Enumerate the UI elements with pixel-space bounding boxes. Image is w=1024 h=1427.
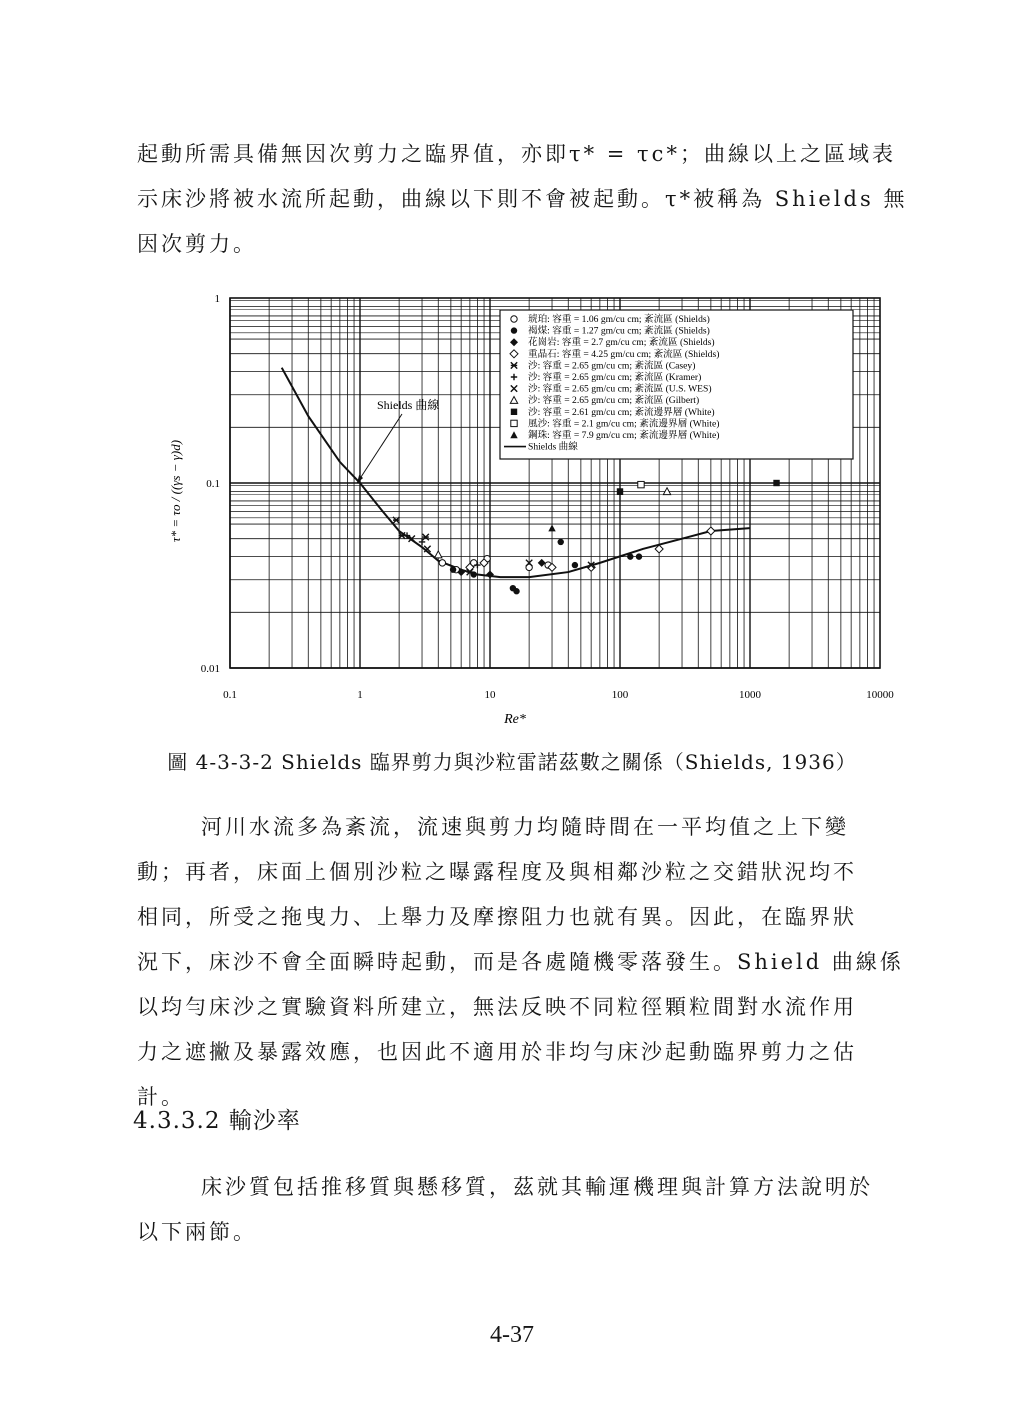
text-line: 示床沙將被水流所起動，曲線以下則不會被起動。τ*被稱為 Shields 無 <box>137 187 908 211</box>
legend-entry: 沙: 容重 = 2.65 gm/cu cm; 紊流區 (Kramer) <box>528 372 702 383</box>
body-paragraph <box>137 805 915 1120</box>
x-tick-label: 1 <box>357 689 363 701</box>
legend-marker <box>511 316 517 322</box>
curve-annotation: Shields 曲線 <box>377 398 440 412</box>
legend-marker <box>511 327 517 333</box>
y-tick-label: 0.01 <box>200 663 220 675</box>
legend-entry: 沙: 容重 = 2.61 gm/cu cm; 紊流邊界層 (White) <box>528 406 715 418</box>
legend-marker <box>511 409 517 415</box>
data-point <box>627 553 633 559</box>
text-line: 相同，所受之拖曳力、上舉力及摩擦阻力也就有異。因此，在臨界狀 <box>137 905 857 929</box>
chart-legend <box>500 310 853 459</box>
text-line: 河川水流多為紊流，流速與剪力均隨時間在一平均值之上下變 <box>201 815 849 839</box>
text-line: 動；再者，床面上個別沙粒之曝露程度及與相鄰沙粒之交錯狀況均不 <box>137 860 857 884</box>
text-line: 床沙質包括推移質與懸移質，茲就其輸運機理與計算方法說明於 <box>201 1175 873 1199</box>
legend-entry: 沙: 容重 = 2.65 gm/cu cm; 紊流區 (Casey) <box>528 360 696 372</box>
data-point <box>419 539 425 545</box>
data-point <box>422 534 428 540</box>
data-point <box>435 551 442 558</box>
y-tick-label: 1 <box>214 293 220 305</box>
legend-marker <box>511 420 517 426</box>
data-point <box>638 481 644 487</box>
shields-diagram <box>140 283 900 728</box>
data-point <box>486 571 494 579</box>
section-heading: 4.3.3.2 輸沙率 <box>133 1108 301 1134</box>
text-line: 以下兩節。 <box>137 1220 257 1244</box>
data-point <box>617 488 623 494</box>
legend-entry: 褐煤: 容重 = 1.27 gm/cu cm; 紊流區 (Shields) <box>528 325 710 337</box>
annotation-leader <box>357 414 402 483</box>
legend-entry: 花崗岩: 容重 = 2.7 gm/cu cm; 紊流區 (Shields) <box>528 337 715 349</box>
y-tick-label: 0.1 <box>206 478 220 490</box>
x-tick-label: 0.1 <box>223 689 237 701</box>
page-number: 4-37 <box>490 1322 534 1348</box>
x-tick-label: 100 <box>611 689 629 701</box>
text-line: 因次剪力。 <box>137 232 257 256</box>
data-point <box>548 524 555 531</box>
legend-entry: Shields 曲線 <box>528 441 578 453</box>
legend-entry: 鋼珠: 容重 = 7.9 gm/cu cm; 紊流邊界層 (White) <box>528 430 720 441</box>
x-tick-label: 10000 <box>866 689 894 701</box>
data-point <box>513 588 519 594</box>
text-line: 計。 <box>137 1085 185 1109</box>
legend-entry: 沙: 容重 = 2.65 gm/cu cm; 紊流區 (U.S. WES) <box>528 383 712 395</box>
data-point <box>773 480 779 486</box>
data-point <box>707 527 715 535</box>
text-line: 以均勻床沙之實驗資料所建立，無法反映不同粒徑顆粒間對水流作用 <box>137 995 857 1019</box>
intro-paragraph <box>137 132 915 267</box>
data-point <box>636 553 642 559</box>
x-tick-label: 1000 <box>739 689 761 701</box>
y-axis-label: τ* = τo / ((γs − γ)d) <box>168 439 183 543</box>
text-line: 力之遮撇及暴露效應，也因此不適用於非均勻床沙起動臨界剪力之估 <box>137 1040 857 1064</box>
text-line: 況下，床沙不會全面瞬時起動，而是各處隨機零落發生。Shield 曲線係 <box>137 950 904 974</box>
text-line: 起動所需具備無因次剪力之臨界值，亦即τ* = τc*；曲線以上之區域表 <box>137 142 896 166</box>
legend-entry: 沙: 容重 = 2.65 gm/cu cm; 紊流區 (Gilbert) <box>528 395 700 407</box>
x-axis-label: Re* <box>504 712 526 727</box>
x-tick-label: 10 <box>484 689 496 701</box>
legend-entry: 重晶石: 容重 = 4.25 gm/cu cm; 紊流區 (Shields) <box>528 348 720 360</box>
closing-paragraph <box>137 1165 915 1255</box>
legend-entry: 風沙: 容重 = 2.1 gm/cu cm; 紊流邊界層 (White) <box>528 418 720 430</box>
data-point <box>572 562 578 568</box>
data-point <box>558 539 564 545</box>
legend-entry: 琥珀: 容重 = 1.06 gm/cu cm; 紊流區 (Shields) <box>528 314 710 325</box>
figure-caption: 圖 4-3-3-2 Shields 臨界剪力與沙粒雷諾茲數之關係（Shields, 1936） <box>167 750 857 774</box>
data-point <box>439 560 445 566</box>
data-point <box>450 566 456 572</box>
